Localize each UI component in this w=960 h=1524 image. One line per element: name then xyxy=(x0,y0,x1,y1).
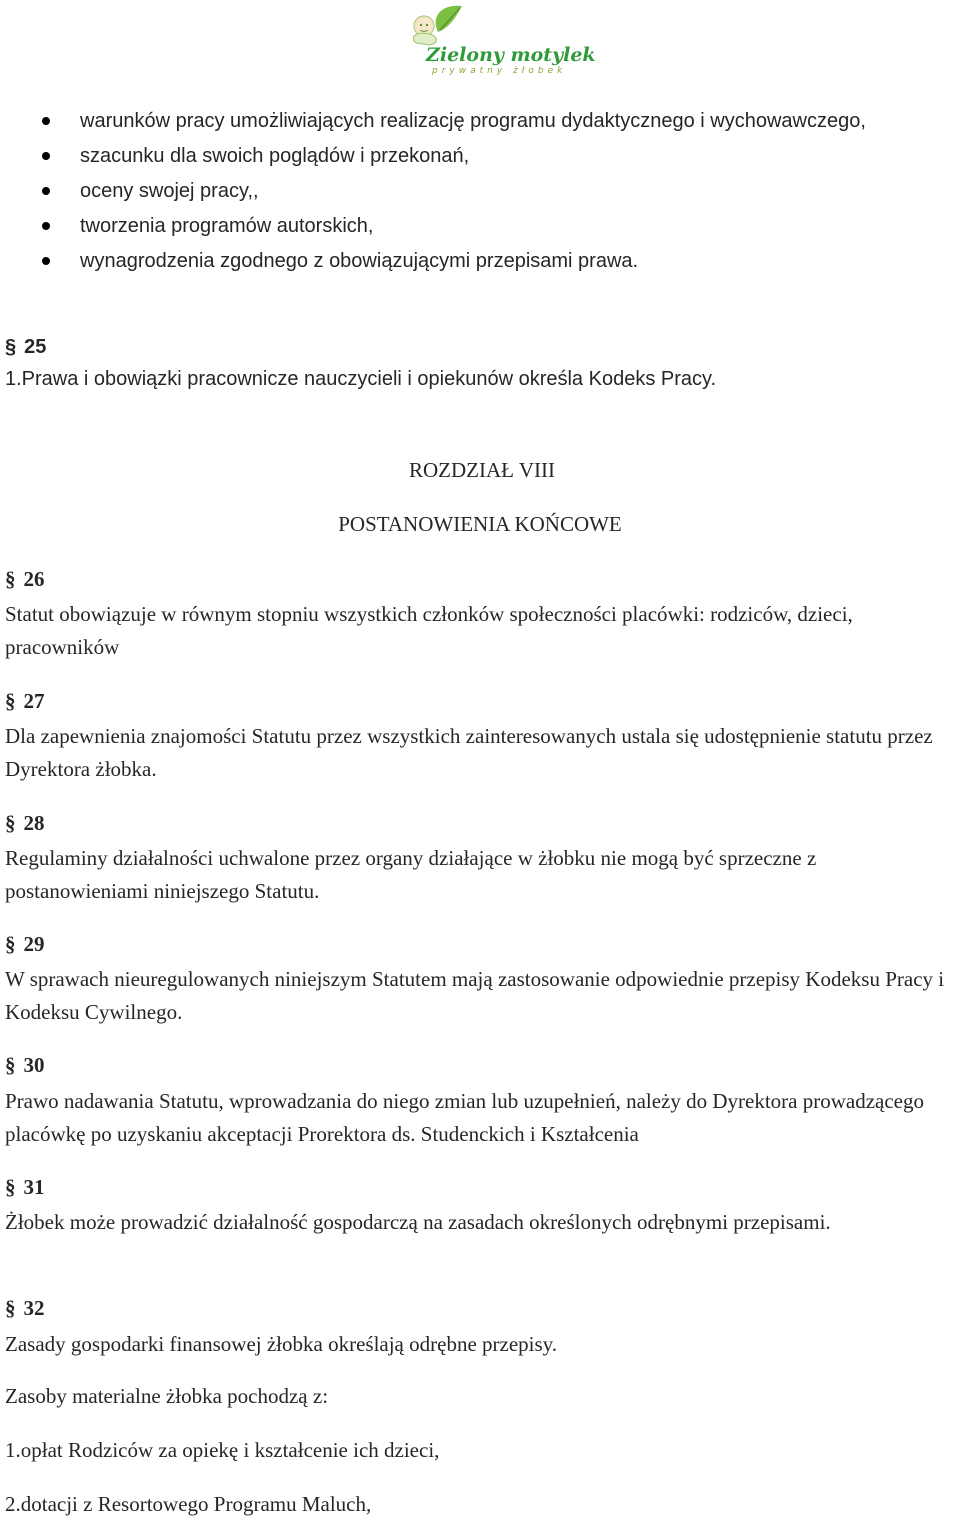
resources-item-2: 2.dotacji z Resortowego Programu Maluch, xyxy=(5,1492,372,1516)
section-30-text: Prawo nadawania Statutu, wprowadzania do niego zmian lub uzupełnień, należy do Dyrektora prowadzącego placówkę po uzyskaniu akceptacji Prorektora ds. Studenckich i Kształcenia xyxy=(5,1089,925,1146)
section-27-heading: § 27 xyxy=(5,689,45,713)
list-item: tworzenia programów autorskich, xyxy=(0,209,940,244)
bullet-icon xyxy=(42,222,50,230)
logo-subtitle: prywatny żłobek xyxy=(432,66,567,76)
section-31-heading: § 31 xyxy=(5,1175,45,1199)
section-25-text: 1.Prawa i obowiązki pracownicze nauczycieli i opiekunów określa Kodeks Pracy. xyxy=(5,368,717,390)
list-item: szacunku dla swoich poglądów i przekonań, xyxy=(0,139,940,174)
section-25-heading: § 25 xyxy=(5,336,47,358)
logo-title: Zielony motylek xyxy=(426,44,596,66)
list-item: oceny swojej pracy,, xyxy=(0,174,940,209)
section-29-heading: § 29 xyxy=(5,932,45,956)
section-29-text: W sprawach nieuregulowanych niniejszym Statutem mają zastosowanie odpowiednie przepisy Kodeksu Pracy i Kodeksu Cywilnego. xyxy=(5,967,945,1024)
section-32-text: Zasady gospodarki finansowej żłobka określają odrębne przepisy. xyxy=(5,1332,558,1356)
section-28-text: Regulaminy działalności uchwalone przez organy działające w żłobku nie mogą być sprzeczne z postanowieniami niniejszego Statutu. xyxy=(5,846,817,903)
section-32-heading: § 32 xyxy=(5,1296,45,1320)
chapter-subtitle: POSTANOWIENIA KOŃCOWE xyxy=(338,512,622,536)
section-27-text: Dla zapewnienia znajomości Statutu przez wszystkich zainteresowanych ustala się udostępnienie statutu przez Dyrektora żłobka. xyxy=(5,724,933,781)
bullet-icon xyxy=(42,152,50,160)
bullet-icon xyxy=(42,187,50,195)
list-item: wynagrodzenia zgodnego z obowiązującymi przepisami prawa. xyxy=(0,244,940,279)
rights-list xyxy=(0,104,940,279)
section-30-heading: § 30 xyxy=(5,1053,45,1077)
list-item: warunków pracy umożliwiających realizację programu dydaktycznego i wychowawczego, xyxy=(0,104,940,139)
section-26-text: Statut obowiązuje w równym stopniu wszystkich członków społeczności placówki: rodziców, dzieci, pracowników xyxy=(5,602,853,659)
bullet-icon xyxy=(42,257,50,265)
chapter-title: ROZDZIAŁ VIII xyxy=(409,458,555,482)
section-28-heading: § 28 xyxy=(5,811,45,835)
section-31-text: Żłobek może prowadzić działalność gospodarczą na zasadach określonych odrębnymi przepisami. xyxy=(5,1210,831,1234)
section-26-heading: § 26 xyxy=(5,567,45,591)
resources-intro: Zasoby materialne żłobka pochodzą z: xyxy=(5,1384,329,1408)
bullet-icon xyxy=(42,117,50,125)
resources-item-1: 1.opłat Rodziców za opiekę i kształcenie ich dzieci, xyxy=(5,1438,440,1462)
